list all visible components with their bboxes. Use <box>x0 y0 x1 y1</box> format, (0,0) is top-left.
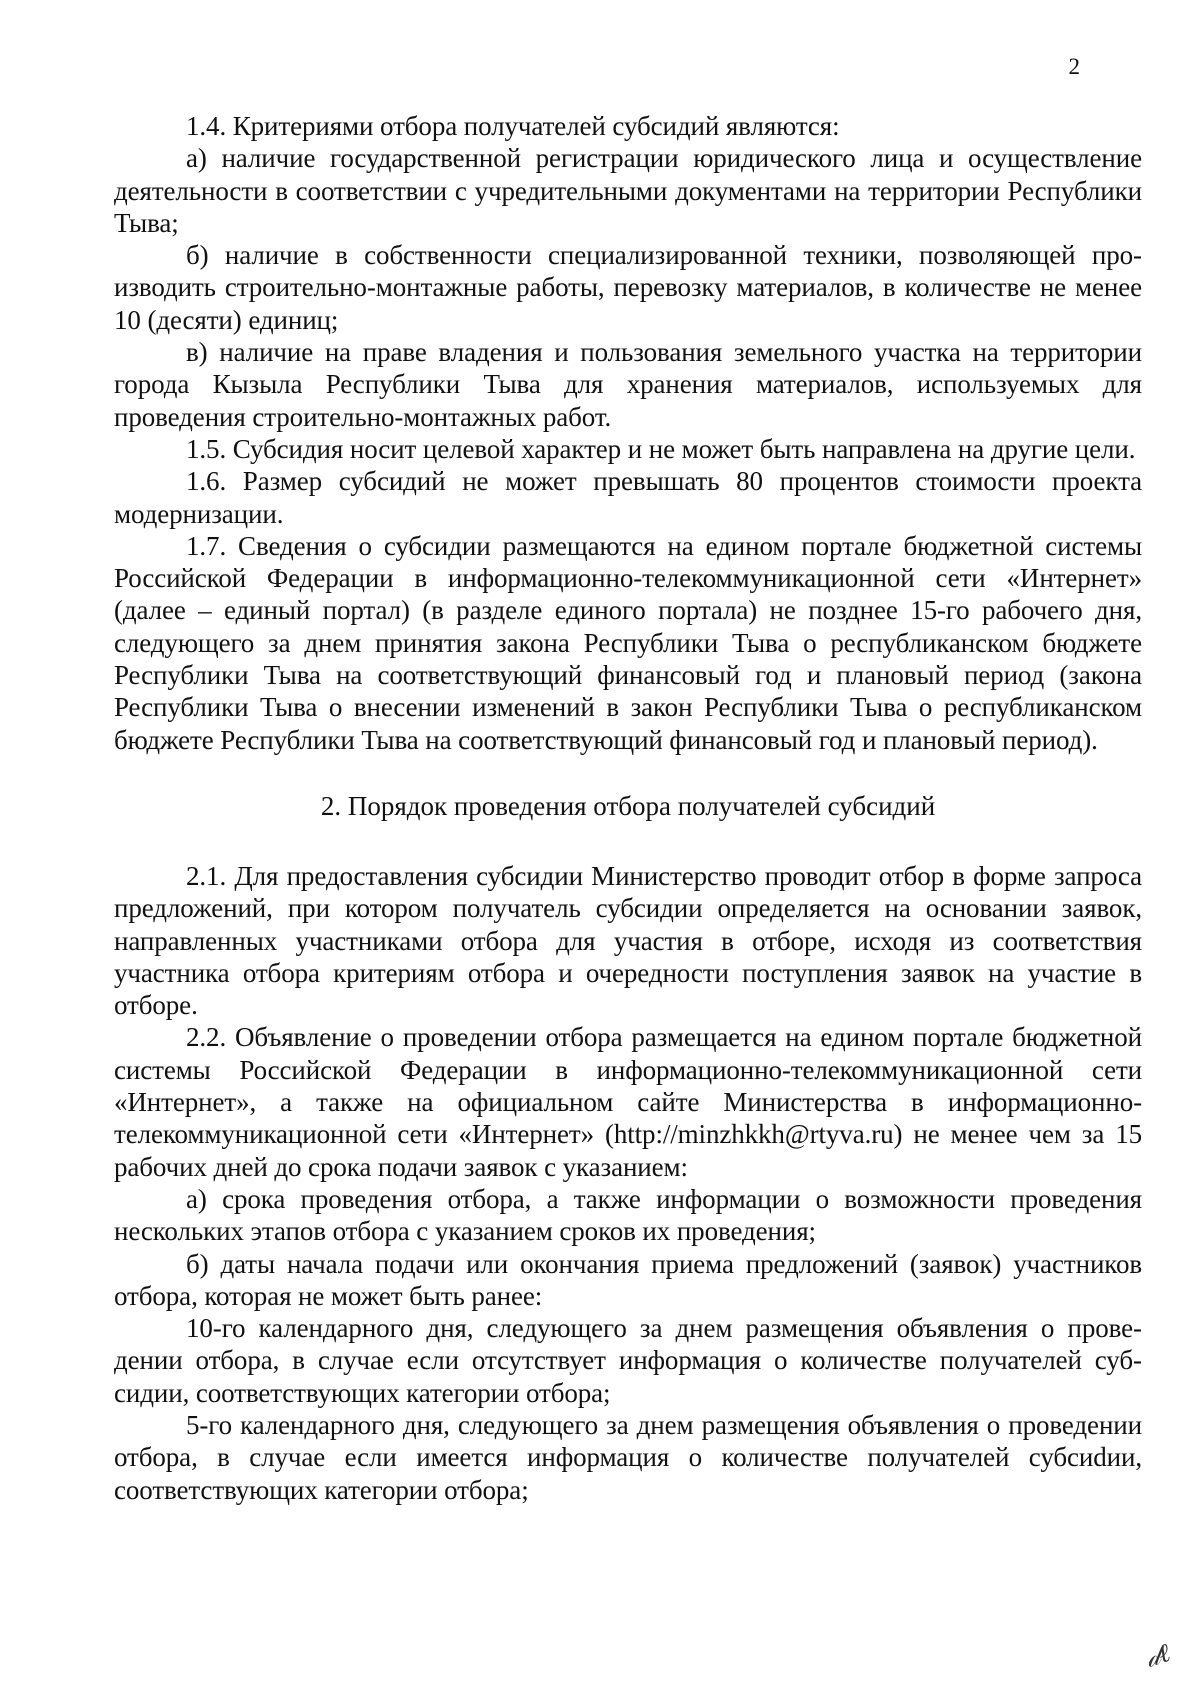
paragraph-1-5: 1.5. Субсидия носит целевой характер и не может быть направлена на другие цели. <box>186 433 1136 464</box>
paragraph-2-2-b: б) даты начала подачи или окончания приема предложений (заявок) участников отбора, которая не может быть ранее: <box>114 1248 1142 1311</box>
paragraph-1-7: 1.7. Сведения о субсидии размещаются на едином портале бюджетной системы Российской Федерации в информационно-телекоммуникационной сети «Интернет» (далее – единый портал) (в разделе единого портала) не позднее 15-го рабочего дня, следующего за днем принятия закона Республики Тыва о республиканском бюджете Республики Тыва на соответствующий финансовый год и плановый период (закона Республики Тыва о внесении изменений в закон Республики Тыва о республиканском бюджете Республики Тыва на соответствующий финансовый год и плановый период). <box>114 530 1142 755</box>
paragraph-1-6: 1.6. Размер субсидий не может превышать 80 процентов стоимости проекта модернизации. <box>114 466 1142 529</box>
paragraph-1-4-a: а) наличие государственной регистрации юридического лица и осуществление деятельности в соответствии с учредительными документами на территории Республики Тыва; <box>114 143 1142 238</box>
paragraph-1-4: 1.4. Критериями отбора получателей субсидий являются: <box>186 111 840 141</box>
paragraph-5th-day: 5-го календарного дня, следующего за днем размещения объявления о проведении отбора, в случае если имеется информация о количестве получателей субсиdии, соответствующих категории отбора; <box>114 1409 1142 1505</box>
handwritten-mark: 𝒹ℓ <box>1141 1638 1175 1674</box>
paragraph-1-4-v: в) наличие на праве владения и пользования земельного участка на территории города Кызыла Республики Тыва для хранения материалов, используемых для проведения строительно-монтажных работ. <box>114 337 1142 432</box>
section-heading: 2. Порядок проведения отбора получателей субсидий <box>320 790 936 821</box>
paragraph-10th-day: 10-го календарного дня, следующего за днем размещения объявления о проведении отбора, в случае если отсутствует информация о количестве получателей субсидии, соответствующих категории отбора; <box>114 1313 1142 1408</box>
paragraph-2-2: 2.2. Объявление о проведении отбора размещается на едином портале бюджетной системы Российской Федерации в информационно-телекоммуникационной сети «Интернет», а также на официальном сайте Министерства в информационно-телекоммуникационной сети «Интернет» (http://minzhkkh@rtyva.ru) не менее чем за 15 рабочих дней до срока подачи заявок с указанием: <box>114 1022 1142 1182</box>
page-number: 2 <box>1068 54 1080 79</box>
paragraph-1-4-b: б) наличие в собственности специализированной техники, позволяющей производить строительно-монтажные работы, перевозку материалов, в количестве не менее 10 (десяти) единиц; <box>114 240 1142 335</box>
paragraph-2-1: 2.1. Для предоставления субсидии Министерство проводит отбор в форме запроса предложений, при котором получатель субсидии определяется на основании заявок, направленных участниками отбора для участия в отборе, исходя из соответствия участника отбора критериям отбора и очередности поступления заявок на участие в отборе. <box>114 860 1142 1021</box>
paragraph-2-2-a: а) срока проведения отбора, а также информации о возможности проведения нескольких этапов отбора с указанием сроков их проведения; <box>114 1183 1142 1247</box>
document-body <box>114 110 1142 1506</box>
